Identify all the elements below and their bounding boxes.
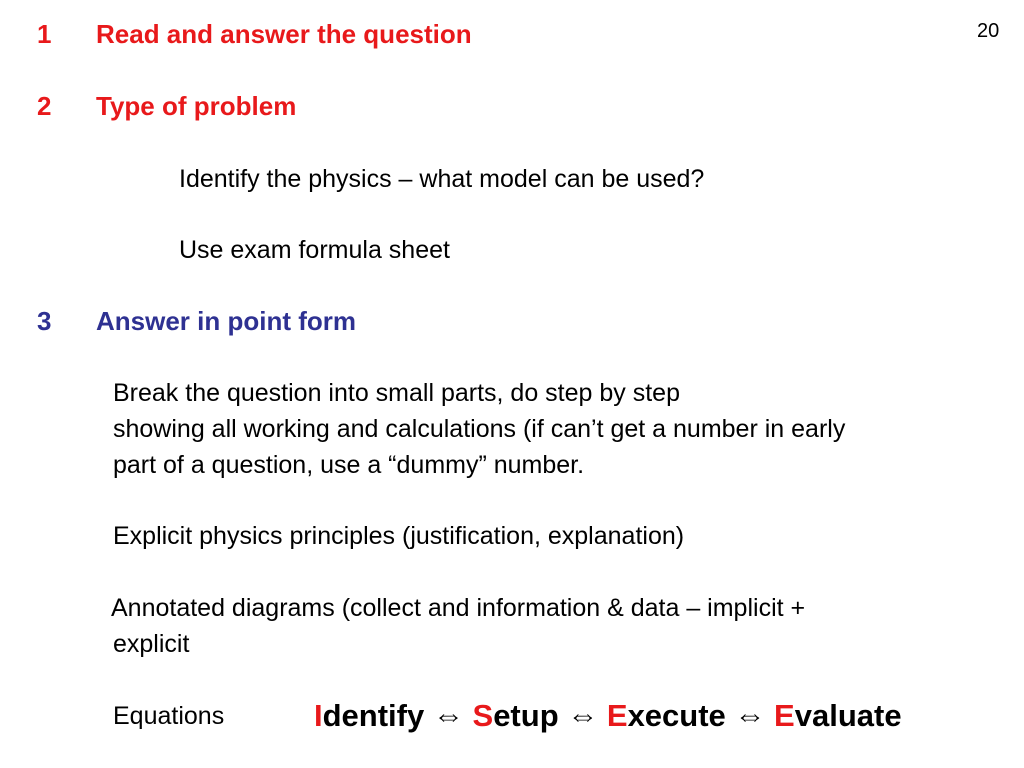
point-form-break-line: part of a question, use a “dummy” number. <box>113 451 585 479</box>
section-1-title: Read and answer the question <box>96 19 472 49</box>
mnemonic-word-rest: etup <box>493 698 559 733</box>
point-form-annotated-line: explicit <box>113 630 190 658</box>
double-arrow-icon: ⇔ <box>734 698 766 733</box>
mnemonic-word-rest: valuate <box>794 698 902 733</box>
mnemonic-initial: S <box>472 698 494 733</box>
type-of-problem-item: Identify the physics – what model can be used? <box>179 165 705 193</box>
section-1-heading <box>37 18 637 50</box>
mnemonic-word-rest: xecute <box>627 698 726 733</box>
section-3-number: 3 <box>37 306 52 336</box>
double-arrow-icon: ⇔ <box>567 698 599 733</box>
point-form-annotated-line: Annotated diagrams (collect and information & data – implicit + <box>111 594 806 622</box>
point-form-equations: Equations <box>113 702 225 730</box>
section-3-title: Answer in point form <box>96 306 356 336</box>
mnemonic-word-rest: dentify <box>322 698 425 733</box>
mnemonic-initial: E <box>774 698 795 733</box>
type-of-problem-item: Use exam formula sheet <box>179 236 450 264</box>
section-2-title: Type of problem <box>96 91 297 121</box>
page-number: 20 <box>977 20 1000 42</box>
double-arrow-icon: ⇔ <box>432 698 464 733</box>
mnemonic-initial: E <box>606 698 628 733</box>
section-3-heading <box>37 305 637 337</box>
section-2-heading <box>37 90 637 122</box>
point-form-explicit: Explicit physics principles (justification, explanation) <box>113 522 685 550</box>
point-form-break-line: Break the question into small parts, do step by step <box>113 379 680 407</box>
point-form-break-line: showing all working and calculations (if can’t get a number in early <box>113 415 846 443</box>
problem-solving-mnemonic <box>314 698 902 734</box>
section-1-number: 1 <box>37 19 52 49</box>
mnemonic-initial: I <box>314 698 323 733</box>
section-2-number: 2 <box>37 91 52 121</box>
